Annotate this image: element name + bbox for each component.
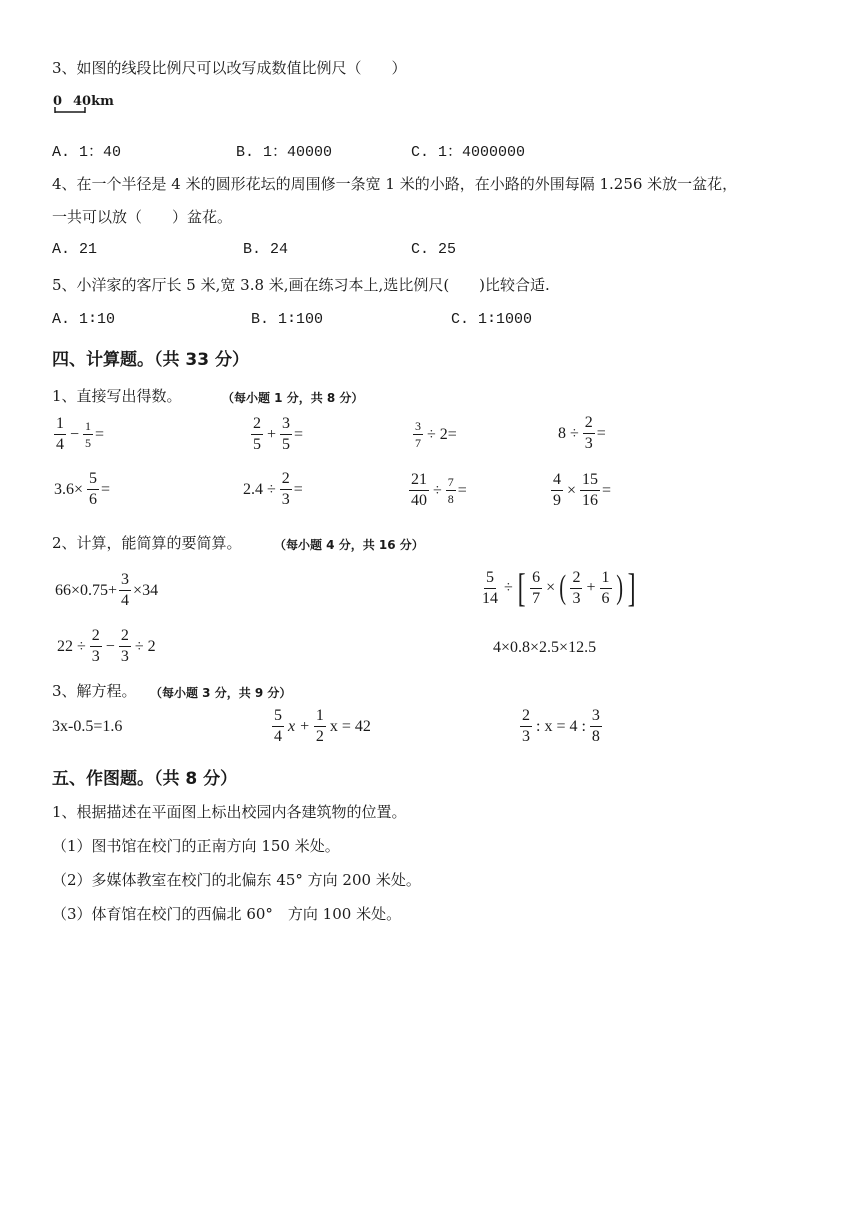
- q4-option-a: A. 21: [52, 241, 98, 258]
- expr-1-num1: 1: [54, 416, 66, 435]
- expr-1-op: −: [70, 425, 80, 443]
- calc-2-num4: 1: [600, 570, 612, 589]
- expr-8-num1: 4: [551, 472, 563, 491]
- expr-7-den1: 40: [411, 492, 427, 509]
- expr-7-den2: 8: [447, 492, 454, 506]
- calc-1-num1: 3: [119, 572, 131, 591]
- expr-5-lead: 3.6×: [54, 480, 84, 498]
- expr-7-num1: 21: [409, 472, 429, 491]
- expr-8-num2: 15: [580, 472, 600, 491]
- equation-1: 3x-0.5=1.6: [52, 718, 123, 735]
- calc-1-lead: 66×0.75+: [55, 581, 118, 599]
- expr-1-num2: 1: [85, 419, 92, 433]
- eq2-num2: 1: [314, 708, 326, 727]
- expr-8-op: ×: [567, 481, 577, 499]
- section-5-question: 1、根据描述在平面图上标出校园内各建筑物的位置。: [52, 803, 407, 821]
- q3-option-c: C. 1：4000000: [411, 144, 526, 161]
- question-4-line1: 4、在一个半径是 4 米的圆形花坛的周围修一条宽 1 米的小路，在小路的外围每隔 1.256 米放一盆花，: [52, 175, 738, 193]
- calc-2-den2: 7: [532, 589, 541, 607]
- expr-3-den1: 7: [415, 436, 421, 450]
- question-5-text: 5、小洋家的客厅长 5 米,宽 3.8 米,画在练习本上,选比例尺( )比较合适.: [52, 276, 550, 294]
- section-5-item-1: （1）图书馆在校门的正南方向 150 米处。: [52, 837, 340, 855]
- calc-3-lead: 22 ÷: [57, 637, 86, 655]
- calc-3-op: −: [105, 637, 115, 655]
- eq3-mid: : x = 4 :: [536, 717, 586, 735]
- q4-option-c: C. 25: [411, 241, 457, 258]
- expr-1-eq: =: [95, 425, 105, 443]
- calc-4: 4×0.8×2.5×12.5: [493, 639, 597, 656]
- expr-4-lead: 8 ÷: [558, 424, 579, 442]
- eq2-den2: 2: [315, 728, 324, 745]
- equation-3: [518, 707, 604, 745]
- calc-3-num2: 2: [119, 628, 131, 647]
- equation-2: [270, 707, 373, 745]
- expr-8-den2: 16: [582, 492, 599, 509]
- calc-2-op1: ÷: [504, 579, 513, 596]
- scale-distance-label: 40km: [73, 94, 114, 109]
- scale-zero-label: 0: [53, 94, 63, 109]
- q4-option-b: B. 24: [243, 241, 289, 258]
- calc-2-num1: 5: [484, 570, 496, 589]
- question-3-text: 3、如图的线段比例尺可以改写成数值比例尺（ ）: [52, 59, 407, 77]
- q3-option-b: B. 1：40000: [236, 144, 333, 161]
- calc-2-op3: +: [586, 579, 596, 596]
- calc-3-num1: 2: [90, 628, 102, 647]
- right-paren-icon: ): [615, 569, 623, 606]
- expr-2-num2: 3: [280, 416, 292, 435]
- expr-6-lead: 2.4 ÷: [243, 480, 276, 498]
- left-bracket-icon: [: [517, 565, 526, 610]
- expr-6-eq: =: [293, 480, 303, 498]
- expr-1: [52, 415, 104, 453]
- calc-2-den1: 14: [482, 589, 498, 607]
- calc-3-den1: 3: [91, 648, 100, 665]
- calc-3: [55, 628, 158, 665]
- expr-8: [549, 471, 611, 509]
- expr-8-eq: =: [602, 481, 612, 499]
- section-5-title: 五、作图题。（共 8 分）: [52, 769, 238, 789]
- expr-7-eq: =: [457, 481, 467, 499]
- expr-5-den1: 6: [89, 491, 98, 508]
- calc-1-den1: 4: [121, 592, 130, 609]
- part-1-note: （每小题 1 分，共 8 分）: [222, 391, 364, 405]
- calc-2-num3: 2: [570, 570, 582, 589]
- calc-2-op2: ×: [546, 579, 556, 596]
- expr-3-num1: 3: [415, 419, 421, 433]
- calc-2-den4: 6: [601, 589, 610, 607]
- expr-8-den1: 9: [553, 492, 561, 509]
- expr-6-den1: 3: [281, 491, 290, 508]
- q5-option-a: A. 1∶10: [52, 311, 116, 328]
- expr-2-num1: 2: [251, 416, 263, 435]
- expr-2-den2: 5: [282, 436, 291, 453]
- expr-2: [249, 415, 303, 453]
- section-5-item-2: （2）多媒体教室在校门的北偏东 45° 方向 200 米处。: [52, 871, 421, 889]
- expr-4-num1: 2: [583, 415, 595, 434]
- expr-2-eq: =: [294, 425, 304, 443]
- expr-6-num1: 2: [280, 471, 292, 490]
- part-2-title: 2、计算，能简算的要简算。: [52, 534, 242, 552]
- expr-5-num1: 5: [87, 471, 99, 490]
- eq3-den2: 8: [591, 728, 600, 745]
- part-3-title: 3、解方程。: [52, 682, 137, 700]
- calc-1-tail: ×34: [133, 581, 159, 599]
- expr-2-den1: 5: [253, 436, 261, 453]
- section-4-title: 四、计算题。（共 33 分）: [52, 350, 249, 370]
- expr-1-den2: 5: [85, 436, 92, 450]
- expr-5-eq: =: [101, 480, 111, 498]
- q5-option-b: B. 1∶100: [251, 311, 324, 328]
- calc-3-tail: ÷ 2: [134, 637, 156, 655]
- part-2-note: （每小题 4 分，共 16 分）: [274, 538, 424, 552]
- eq2-x1: x +: [288, 717, 310, 735]
- calc-3-den2: 3: [120, 648, 129, 665]
- eq3-den1: 3: [522, 728, 530, 745]
- expr-3: [411, 417, 459, 449]
- expr-7: [407, 471, 467, 509]
- eq2-num1: 5: [272, 708, 284, 727]
- expr-3-tail: ÷ 2=: [427, 425, 457, 443]
- eq2-tail: x = 42: [329, 717, 371, 735]
- expr-4-eq: =: [596, 424, 606, 442]
- expr-6: [241, 471, 303, 508]
- eq3-num2: 3: [590, 708, 602, 727]
- section-5-item-3: （3）体育馆在校门的西偏北 60° 方向 100 米处。: [52, 905, 402, 923]
- eq2-den1: 4: [274, 728, 282, 745]
- eq3-num1: 2: [520, 708, 532, 727]
- calc-2-den3: 3: [572, 589, 581, 607]
- calc-2-num2: 6: [530, 570, 542, 589]
- question-4-line2: 一共可以放（ ）盆花。: [52, 208, 233, 226]
- expr-5: [52, 471, 110, 508]
- left-paren-icon: (: [559, 569, 567, 606]
- expr-4: [556, 415, 606, 452]
- expr-7-op: ÷: [433, 481, 442, 499]
- q3-option-a: A. 1：40: [52, 144, 122, 161]
- expr-4-den1: 3: [584, 435, 593, 452]
- expr-2-op: +: [267, 425, 277, 443]
- expr-7-num2: 7: [447, 475, 454, 489]
- calc-1: [55, 572, 158, 609]
- part-3-note: （每小题 3 分，共 9 分）: [150, 686, 292, 700]
- right-bracket-icon: ]: [627, 565, 636, 610]
- expr-1-den1: 4: [56, 436, 64, 453]
- calc-2: [478, 565, 638, 610]
- q5-option-c: C. 1∶1000: [451, 311, 533, 328]
- part-1-title: 1、直接写出得数。: [52, 387, 182, 405]
